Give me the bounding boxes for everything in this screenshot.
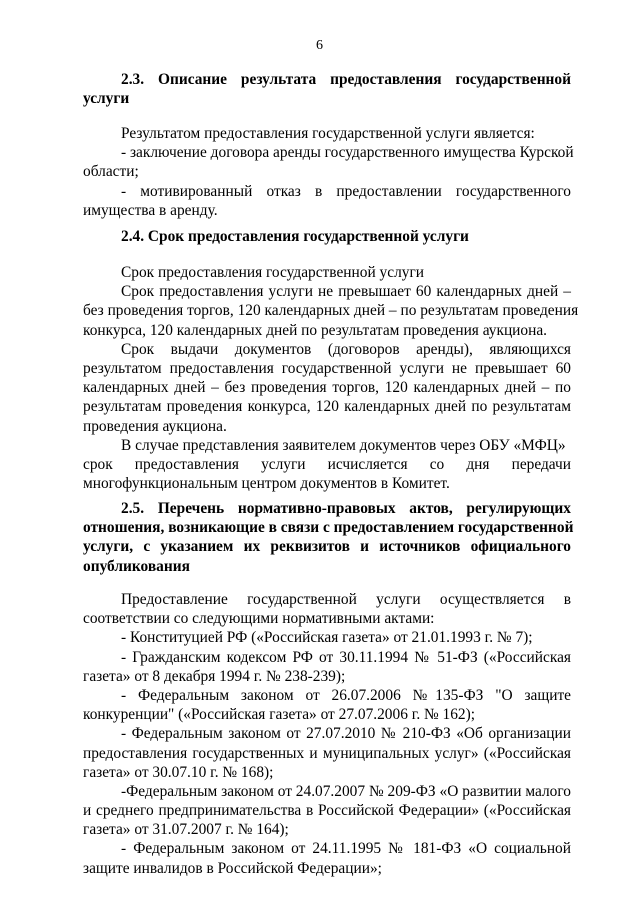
list-item: - Федеральным законом от 24.11.1995 № 181-ФЗ «О социальной [121,840,571,858]
paragraph-line: результатам проведения конкурса, 120 календарных дней по результатам [83,398,571,416]
list-item: -Федеральным законом от 24.07.2007 № 209-ФЗ «О развитии малого [121,782,571,800]
list-item-continuation: и среднего предпринимательства в Российской Федерации» («Российская [83,802,571,820]
section-title-line: 2.3. Описание результата предоставления государственной [121,71,571,88]
list-item-continuation: газета» от 31.07.2007 г. № 164); [83,821,289,839]
paragraph-line: конкурса, 120 календарных дней по результатам проведения аукциона. [83,321,548,339]
list-item-continuation: газета» от 30.07.10 г. № 168); [83,763,274,781]
paragraph-line: Срок предоставления государственной услуги [121,264,424,281]
section-2-3-body [83,124,574,220]
list-item: - Федеральным законом от 26.07.2006 №135-ФЗ "О защите [121,686,571,704]
section-title-line: услуги [83,90,130,108]
paragraph-line: без проведения торгов, 120 календарных дней – по результатам проведения [83,302,579,320]
list-item-continuation: конкуренции" («Российская газета» от 27.07.2006 г. № 162); [83,706,476,724]
section-title-line: отношения, возникающие в связи с предоставлением государственной [83,519,574,537]
paragraph-line: Срок выдачи документов (договоров аренды), являющихся [121,340,571,358]
section-2-5-body [83,590,571,878]
paragraph-line: - мотивированный отказ в предоставлении государственного [121,182,571,200]
list-item-continuation: предоставления государственных и муниципальных услуг» («Российская [83,744,571,762]
section-title-line: 2.4. Срок предоставления государственной услуги [121,228,469,245]
list-item-continuation: газета» от 8 декабря 1994 г. № 238-239); [83,667,346,685]
list-item: - Гражданским кодексом РФ от 30.11.1994 № 51-ФЗ («Российская [121,648,571,666]
section-2-4-body [83,263,579,493]
paragraph-line: Результатом предоставления государственной услуги является: [121,125,535,142]
paragraph-line: проведения аукциона. [83,417,227,435]
paragraph-line: имущества в аренду. [83,201,218,219]
paragraph-line: многофункциональным центром документов в Комитет. [83,475,450,493]
paragraph-line: - заключение договора аренды государственного имущества Курской [121,144,574,162]
section-2-3-title [83,70,571,108]
section-2-5-title [83,499,574,576]
paragraph-line: Предоставление государственной услуги осуществляется в [121,591,571,608]
paragraph-line: Срок предоставления услуги не превышает 60 календарных дней – [121,283,571,301]
section-title-line: услуги, с указанием их реквизитов и источников официального [83,538,571,556]
paragraph-line: результатом предоставления государственной услуги не превышает 60 [83,359,571,377]
paragraph-line: области; [83,163,139,181]
paragraph-line: соответствии со следующими нормативными актами: [83,610,435,628]
section-title-line: опубликования [83,557,190,575]
list-item: - Конституцией РФ («Российская газета» от 21.01.1993 г. № 7); [121,629,533,647]
paragraph-line: календарных дней – без проведения торгов, 120 календарных дней – по [83,379,571,397]
section-2-4-title [83,227,571,246]
section-title-line: 2.5. Перечень нормативно-правовых актов, регулирующих [121,500,571,517]
list-item: - Федеральным законом от 27.07.2010 № 210-ФЗ «Об организации [121,725,571,743]
paragraph-line: В случае представления заявителем документов через ОБУ «МФЦ» [121,436,566,454]
list-item-continuation: защите инвалидов в Российской Федерации»; [83,859,382,877]
page-number: 6 [316,38,323,53]
paragraph-line: срок предоставления услуги исчисляется со дня передачи [83,455,571,473]
